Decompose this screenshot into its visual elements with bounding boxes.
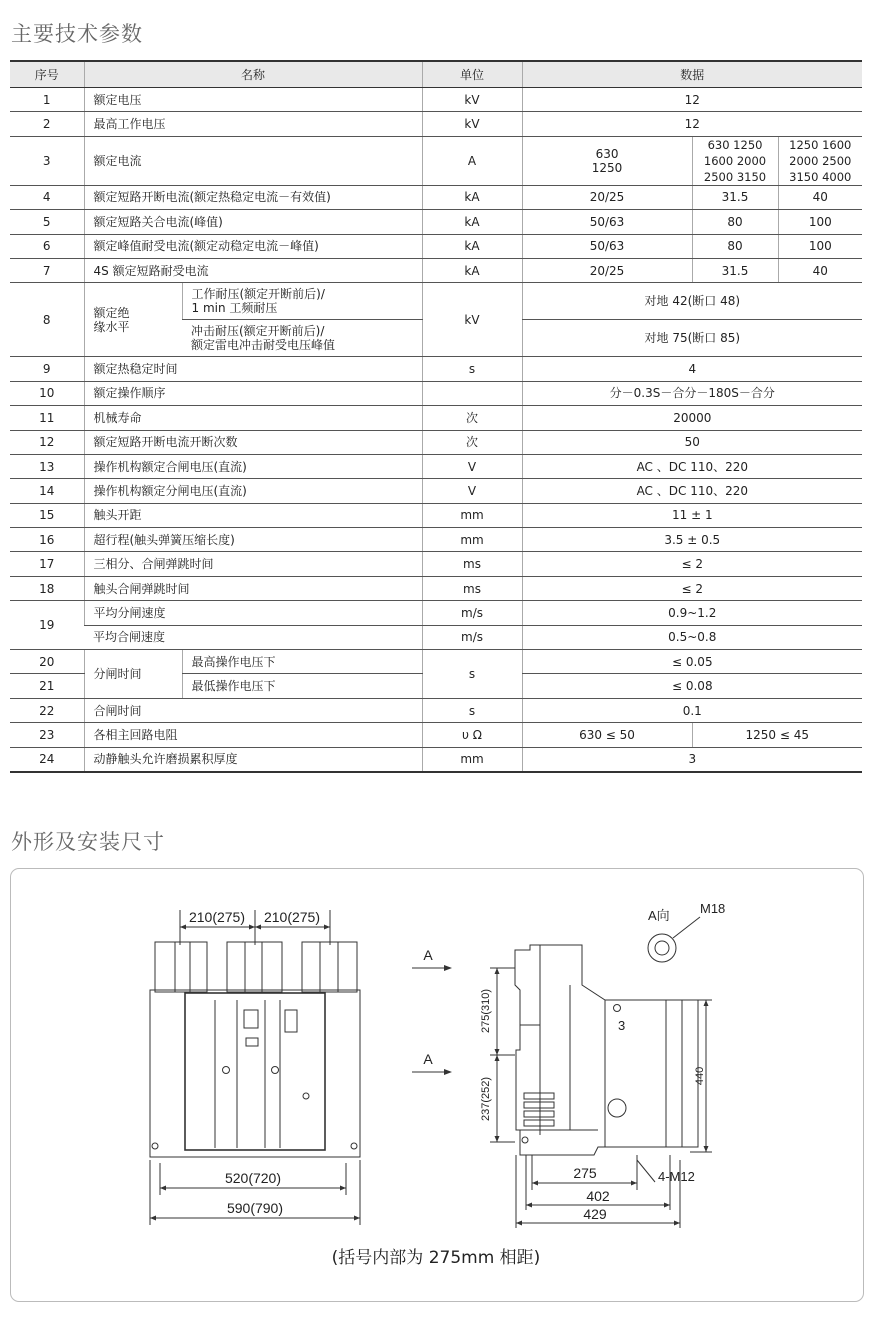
row-no: 18 — [10, 576, 84, 600]
row-unit: m/s — [422, 601, 522, 625]
row-name: 平均分闸速度 — [84, 601, 422, 625]
row-unit: kA — [422, 210, 522, 234]
section-title-dimensions: 外形及安装尺寸 — [11, 830, 165, 854]
row-data: ≤ 0.08 — [522, 674, 862, 698]
row-name: 操作机构额定合闸电压(直流) — [84, 454, 422, 478]
row-name: 分闸时间 — [84, 650, 182, 699]
row-name: 4S 额定短路耐受电流 — [84, 258, 422, 282]
row-data-col2: 80 — [692, 210, 778, 234]
row-unit: kA — [422, 258, 522, 282]
row-no: 3 — [10, 136, 84, 185]
row-data: ≤ 0.05 — [522, 650, 862, 674]
row-no: 8 — [10, 283, 84, 357]
row-no: 17 — [10, 552, 84, 576]
row-unit: m/s — [422, 625, 522, 649]
dim-590: 590(790) — [226, 1200, 284, 1216]
row-data-col2: 1250 ≤ 45 — [692, 723, 862, 747]
row-data: 50 — [522, 430, 862, 454]
row-unit: kA — [422, 185, 522, 209]
row-name: 各相主回路电阻 — [84, 723, 422, 747]
m18-label: M18 — [700, 901, 726, 916]
row-data: ≤ 2 — [522, 576, 862, 600]
row-data: ≤ 2 — [522, 552, 862, 576]
row-data: 4 — [522, 357, 862, 381]
row-name: 操作机构额定分闸电压(直流) — [84, 479, 422, 503]
row-subname: 工作耐压(额定开断前后)/ 1 min 工频耐压 — [182, 283, 422, 320]
row-data: 分－0.3S－合分－180S－合分 — [522, 381, 862, 405]
row-no: 11 — [10, 406, 84, 430]
row-name: 机械寿命 — [84, 406, 422, 430]
row-no: 2 — [10, 112, 84, 136]
row-data-col3: 100 — [778, 210, 862, 234]
row-data: 0.9~1.2 — [522, 601, 862, 625]
dim-520: 520(720) — [224, 1170, 282, 1186]
row-no: 1 — [10, 88, 84, 112]
row-name: 触头合闸弹跳时间 — [84, 576, 422, 600]
row-no: 24 — [10, 747, 84, 772]
row-name: 触头开距 — [84, 503, 422, 527]
row-data-col1: 630 ≤ 50 — [522, 723, 692, 747]
row-data: AC 、DC 110、220 — [522, 454, 862, 478]
row-name: 额定操作顺序 — [84, 381, 422, 405]
row-data: 12 — [522, 112, 862, 136]
row-data-col1: 20/25 — [522, 185, 692, 209]
dim-275-310: 275(310) — [480, 988, 492, 1034]
row-data-col3: 40 — [778, 258, 862, 282]
row-name: 合闸时间 — [84, 698, 422, 722]
row-no: 16 — [10, 528, 84, 552]
row-unit: 次 — [422, 430, 522, 454]
row-data: 3.5 ± 0.5 — [522, 528, 862, 552]
row-no: 12 — [10, 430, 84, 454]
dim-210-left: 210(275) — [188, 909, 246, 925]
row-no: 19 — [10, 601, 84, 650]
dim-440: 440 — [694, 1066, 706, 1086]
part-3-label: 3 — [618, 1018, 626, 1033]
row-name: 三相分、合闸弹跳时间 — [84, 552, 422, 576]
row-data-col1: 20/25 — [522, 258, 692, 282]
header-name: 名称 — [84, 61, 422, 88]
row-data-col3: 40 — [778, 185, 862, 209]
row-no: 13 — [10, 454, 84, 478]
row-data-col2: 80 — [692, 234, 778, 258]
row-subname: 最低操作电压下 — [182, 674, 422, 698]
row-subname: 冲击耐压(额定开断前后)/ 额定雷电冲击耐受电压峰值 — [182, 320, 422, 357]
row-no: 4 — [10, 185, 84, 209]
dim-237-252: 237(252) — [480, 1076, 492, 1122]
header-unit: 单位 — [422, 61, 522, 88]
row-name: 额定热稳定时间 — [84, 357, 422, 381]
drawing-note: (括号内部为 275mm 相距) — [331, 1248, 541, 1268]
row-name: 额定短路开断电流开断次数 — [84, 430, 422, 454]
row-unit: kV — [422, 283, 522, 357]
row-unit: kA — [422, 234, 522, 258]
row-no: 7 — [10, 258, 84, 282]
row-data-col1: 50/63 — [522, 234, 692, 258]
row-data: 11 ± 1 — [522, 503, 862, 527]
row-unit: V — [422, 479, 522, 503]
row-unit: kV — [422, 112, 522, 136]
row-no: 5 — [10, 210, 84, 234]
row-name: 最高工作电压 — [84, 112, 422, 136]
row-data-col2: 31.5 — [692, 258, 778, 282]
row-no: 15 — [10, 503, 84, 527]
row-unit: s — [422, 698, 522, 722]
row-name: 额定短路开断电流(额定热稳定电流－有效值) — [84, 185, 422, 209]
row-unit: υ Ω — [422, 723, 522, 747]
row-no: 20 — [10, 650, 84, 674]
row-unit: kV — [422, 88, 522, 112]
row-name: 额定电流 — [84, 136, 422, 185]
arrow-a-label-bottom: A — [423, 1051, 433, 1067]
row-data: 对地 42(断口 48) — [522, 283, 862, 320]
row-no: 10 — [10, 381, 84, 405]
dim-402: 402 — [586, 1188, 610, 1204]
row-name: 额定短路关合电流(峰值) — [84, 210, 422, 234]
view-a-label: A向 — [648, 908, 670, 923]
bolt-m18-detail — [648, 917, 700, 962]
row-no: 14 — [10, 479, 84, 503]
dim-429: 429 — [583, 1206, 607, 1222]
arrow-a-label-top: A — [423, 947, 433, 963]
row-unit: s — [422, 650, 522, 699]
row-unit: ms — [422, 552, 522, 576]
row-data-col1: 630 1250 — [522, 136, 692, 185]
section-title-specs: 主要技术参数 — [11, 22, 143, 46]
row-data-col2: 31.5 — [692, 185, 778, 209]
row-unit: V — [422, 454, 522, 478]
dim-275: 275 — [573, 1165, 597, 1181]
row-unit: 次 — [422, 406, 522, 430]
m12-label: 4-M12 — [658, 1169, 695, 1184]
header-data: 数据 — [522, 61, 862, 88]
row-data-col2: 630 1250 1600 2000 2500 3150 — [692, 136, 778, 185]
row-data: AC 、DC 110、220 — [522, 479, 862, 503]
row-data: 0.5~0.8 — [522, 625, 862, 649]
row-name: 超行程(触头弹簧压缩长度) — [84, 528, 422, 552]
row-data: 对地 75(断口 85) — [522, 320, 862, 357]
row-data-col3: 100 — [778, 234, 862, 258]
side-view-drawing — [490, 945, 712, 1228]
header-no: 序号 — [10, 61, 84, 88]
row-data: 20000 — [522, 406, 862, 430]
row-unit: ms — [422, 576, 522, 600]
row-data-col1: 50/63 — [522, 210, 692, 234]
row-data-col3: 1250 1600 2000 2500 3150 4000 — [778, 136, 862, 185]
row-name: 平均合闸速度 — [84, 625, 422, 649]
row-data: 0.1 — [522, 698, 862, 722]
row-no: 9 — [10, 357, 84, 381]
row-no: 21 — [10, 674, 84, 698]
row-unit: s — [422, 357, 522, 381]
row-no: 22 — [10, 698, 84, 722]
row-no: 23 — [10, 723, 84, 747]
row-name: 额定峰值耐受电流(额定动稳定电流－峰值) — [84, 234, 422, 258]
row-unit: mm — [422, 747, 522, 772]
row-data: 3 — [522, 747, 862, 772]
row-name: 额定绝 缘水平 — [84, 283, 182, 357]
row-unit: mm — [422, 503, 522, 527]
row-name: 动静触头允许磨损累积厚度 — [84, 747, 422, 772]
row-name: 额定电压 — [84, 88, 422, 112]
row-data: 12 — [522, 88, 862, 112]
row-unit: A — [422, 136, 522, 185]
row-unit: mm — [422, 528, 522, 552]
row-no: 6 — [10, 234, 84, 258]
row-subname: 最高操作电压下 — [182, 650, 422, 674]
dim-210-right: 210(275) — [263, 909, 321, 925]
